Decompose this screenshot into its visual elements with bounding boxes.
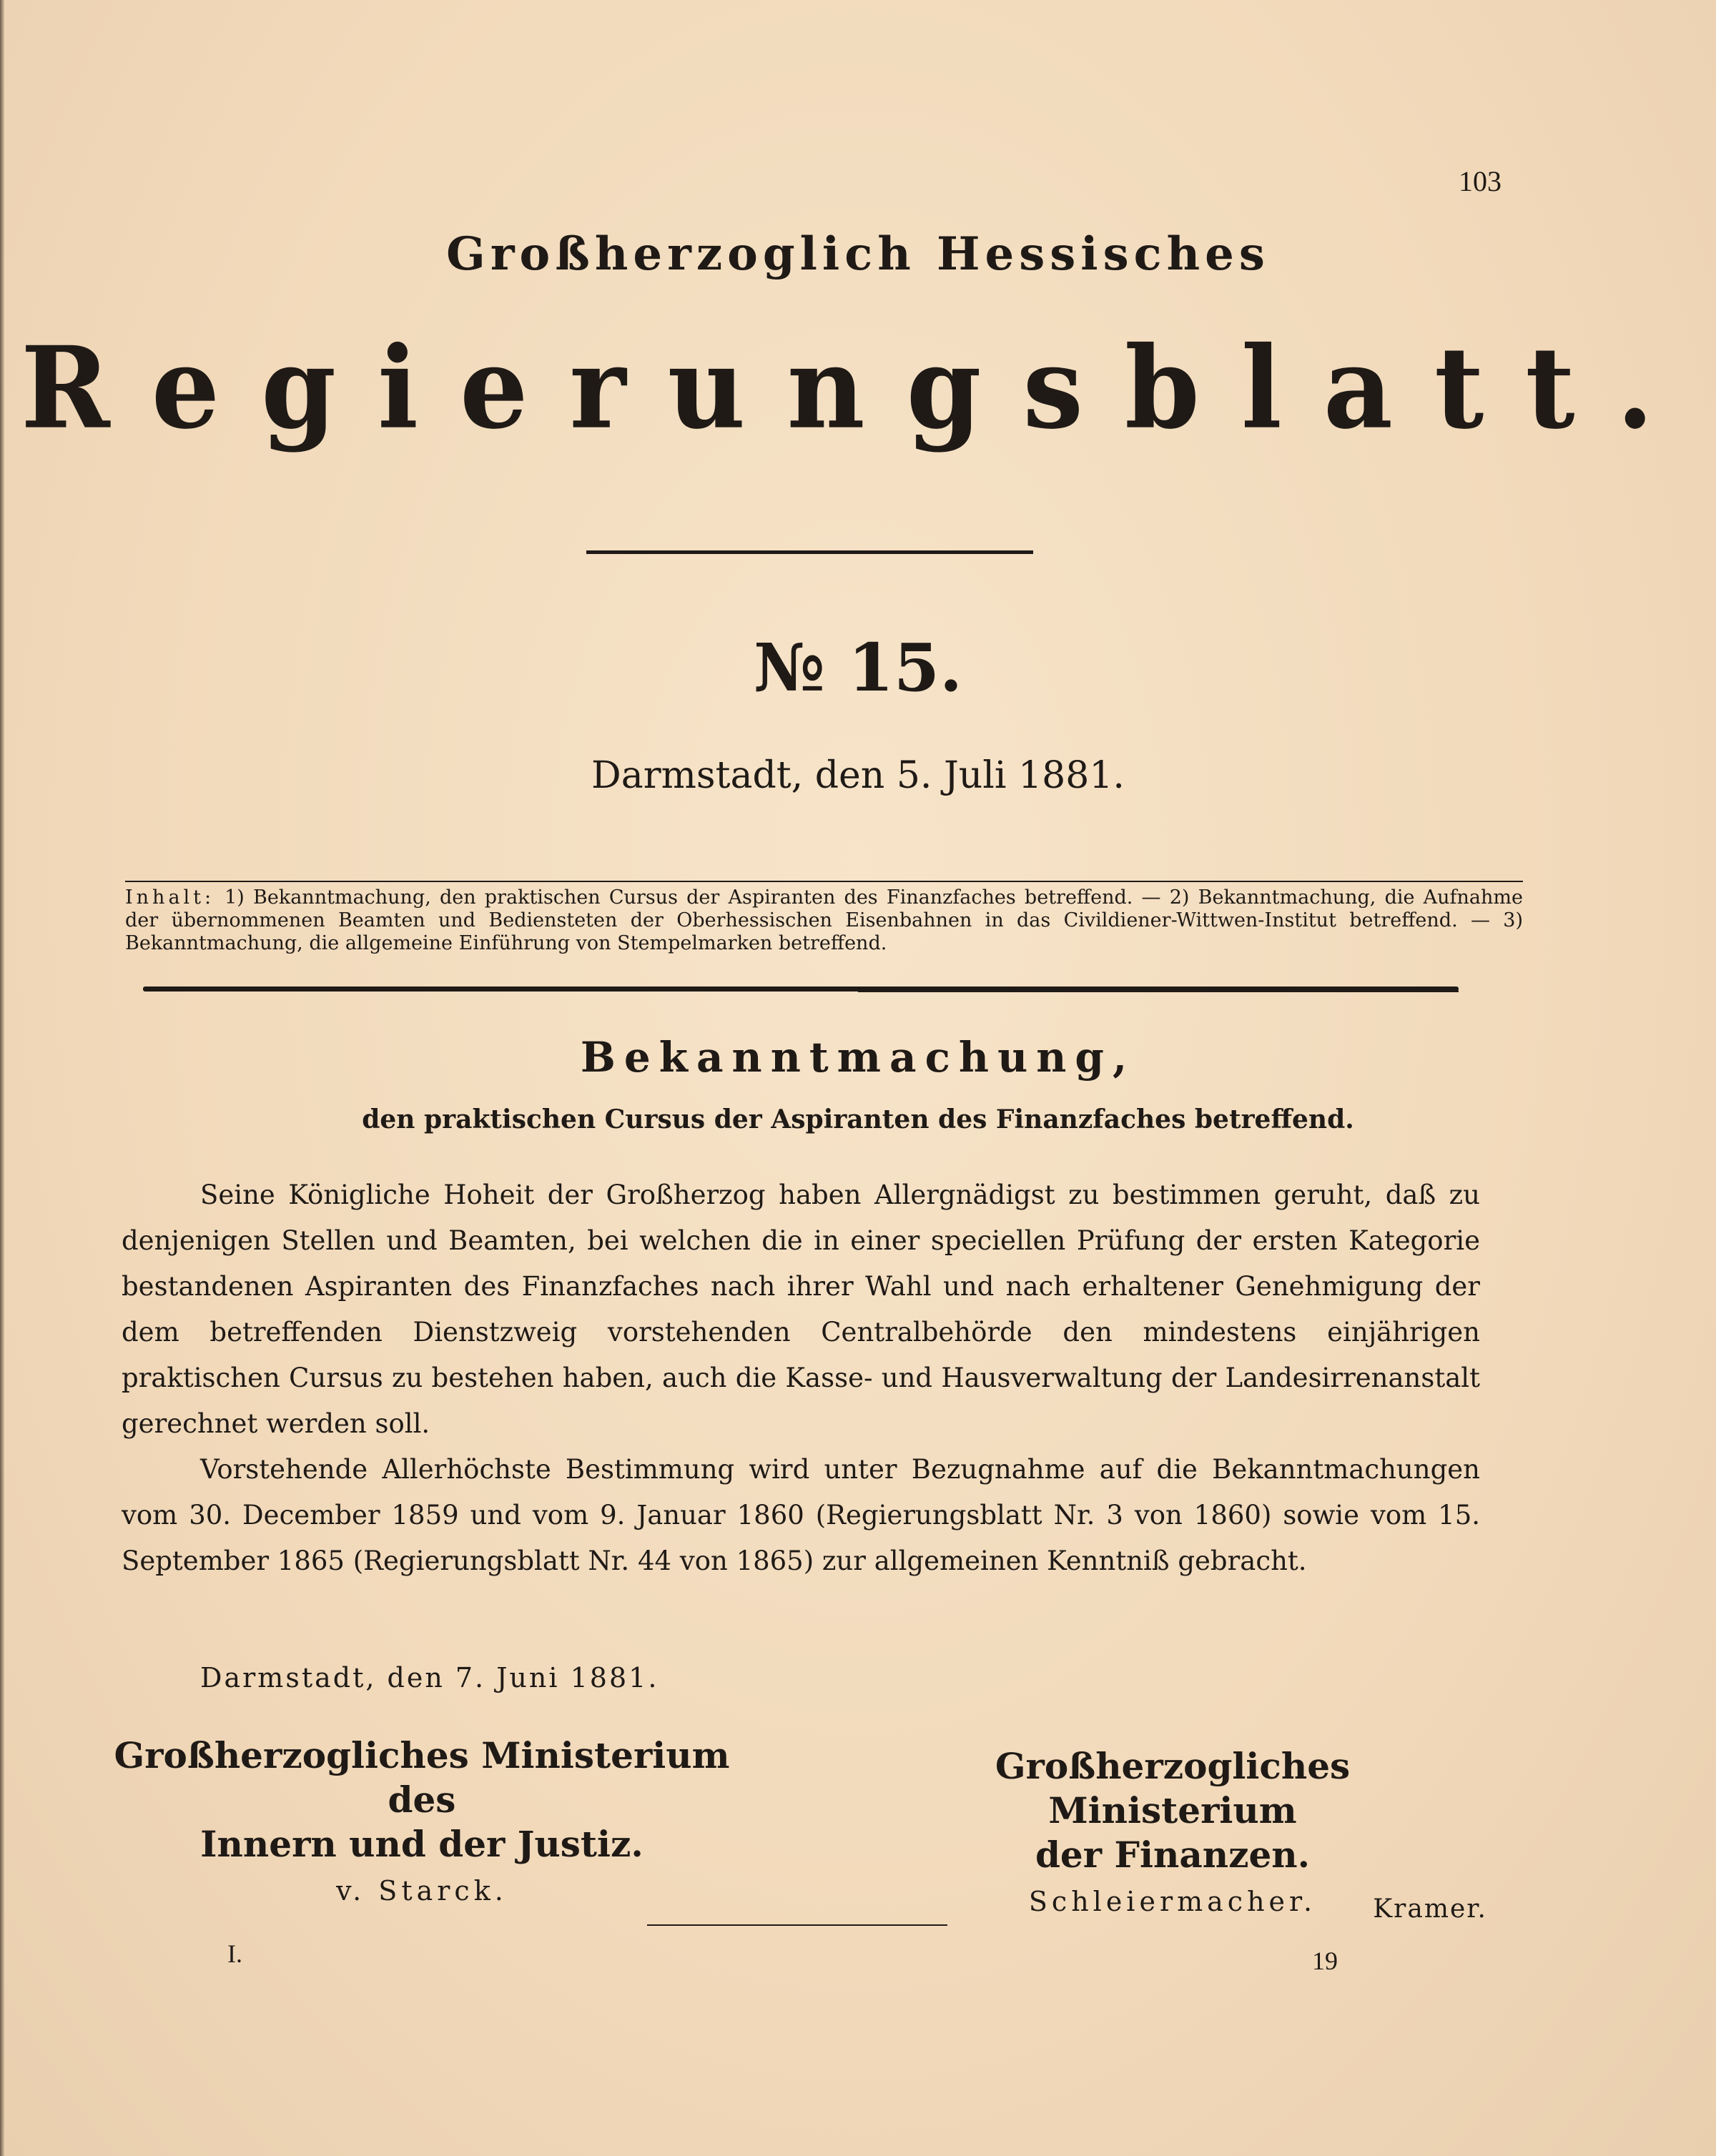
contents-text: 1) Bekanntmachung, den praktischen Cursus der Aspiranten des Finanzfaches betreffend. — 2) Bekanntmachung, die Aufnahme der übernommenen Beamten und Bediensteten der Oberhessischen Eisenbahnen in das Civildiener-Wittwen-Institut betreffend. — 3) Bekanntmachung, die allgemeine Einführung von Stempelmarken betreffend. — [125, 886, 1523, 954]
ministry-name-line2: der Finanzen. — [1035, 1834, 1311, 1876]
masthead-title: Regierungsblatt. — [21, 322, 1695, 455]
ministry-name-line2: Innern und der Justiz. — [200, 1823, 644, 1865]
signatory-name: Schleiermacher. — [1028, 1886, 1317, 1917]
countersignatory-name: Kramer. — [1373, 1894, 1487, 1924]
footer-rule — [647, 1924, 947, 1926]
signature-block-right — [872, 1744, 1473, 1917]
issue-place-date: Darmstadt, den 5. Juli 1881. — [591, 754, 1125, 797]
issue-number: № 15. — [753, 629, 963, 706]
footer-volume-mark: I. — [227, 1939, 242, 1968]
masthead-rule — [586, 550, 1033, 554]
contents-bottom-rule-thin — [858, 991, 1459, 992]
contents-block — [125, 886, 1523, 955]
contents-label: Inhalt: — [125, 886, 215, 909]
section-body — [122, 1172, 1480, 1584]
header-line1: Großherzoglich Hessisches — [446, 227, 1270, 281]
page-number: 103 — [1459, 165, 1502, 197]
signing-date: Darmstadt, den 7. Juni 1881. — [200, 1662, 659, 1693]
section-heading: Bekanntmachung, — [580, 1033, 1136, 1082]
ministry-name-line1: Großherzogliches Ministerium — [995, 1745, 1351, 1831]
signature-block-left — [100, 1734, 744, 1907]
footer-sheet-number: 19 — [1312, 1947, 1338, 1975]
section-subheading: den praktischen Cursus der Aspiranten des Finanzfaches betreffend. — [362, 1104, 1354, 1134]
signatory-name: v. Starck. — [336, 1875, 508, 1907]
ministry-name-line1: Großherzogliches Ministerium des — [114, 1734, 730, 1821]
body-paragraph: Vorstehende Allerhöchste Bestimmung wird unter Bezugnahme auf die Bekanntmachungen vom 30. December 1859 und vom 9. Januar 1860 (Regierungsblatt Nr. 3 von 1860) sowie vom 15. September 1865 (Regierungsblatt Nr. 44 von 1865) zur allgemeinen Kenntniß gebracht. — [122, 1454, 1480, 1576]
body-paragraph: Seine Königliche Hoheit der Großherzog haben Allergnädigst zu bestimmen geruht, daß zu denjenigen Stellen und Beamten, bei welchen die in einer speciellen Prüfung der ersten Kategorie bestandenen Aspiranten des Finanzfaches nach ihrer Wahl und nach erhaltener Genehmigung der dem betreffenden Dienstzweig vorstehenden Centralbehörde den mindestens einjährigen praktischen Cursus zu bestehen haben, auch die Kasse- und Hausverwaltung der Landesirrenanstalt gerechnet werden soll. — [122, 1180, 1480, 1439]
contents-top-rule — [125, 881, 1523, 882]
